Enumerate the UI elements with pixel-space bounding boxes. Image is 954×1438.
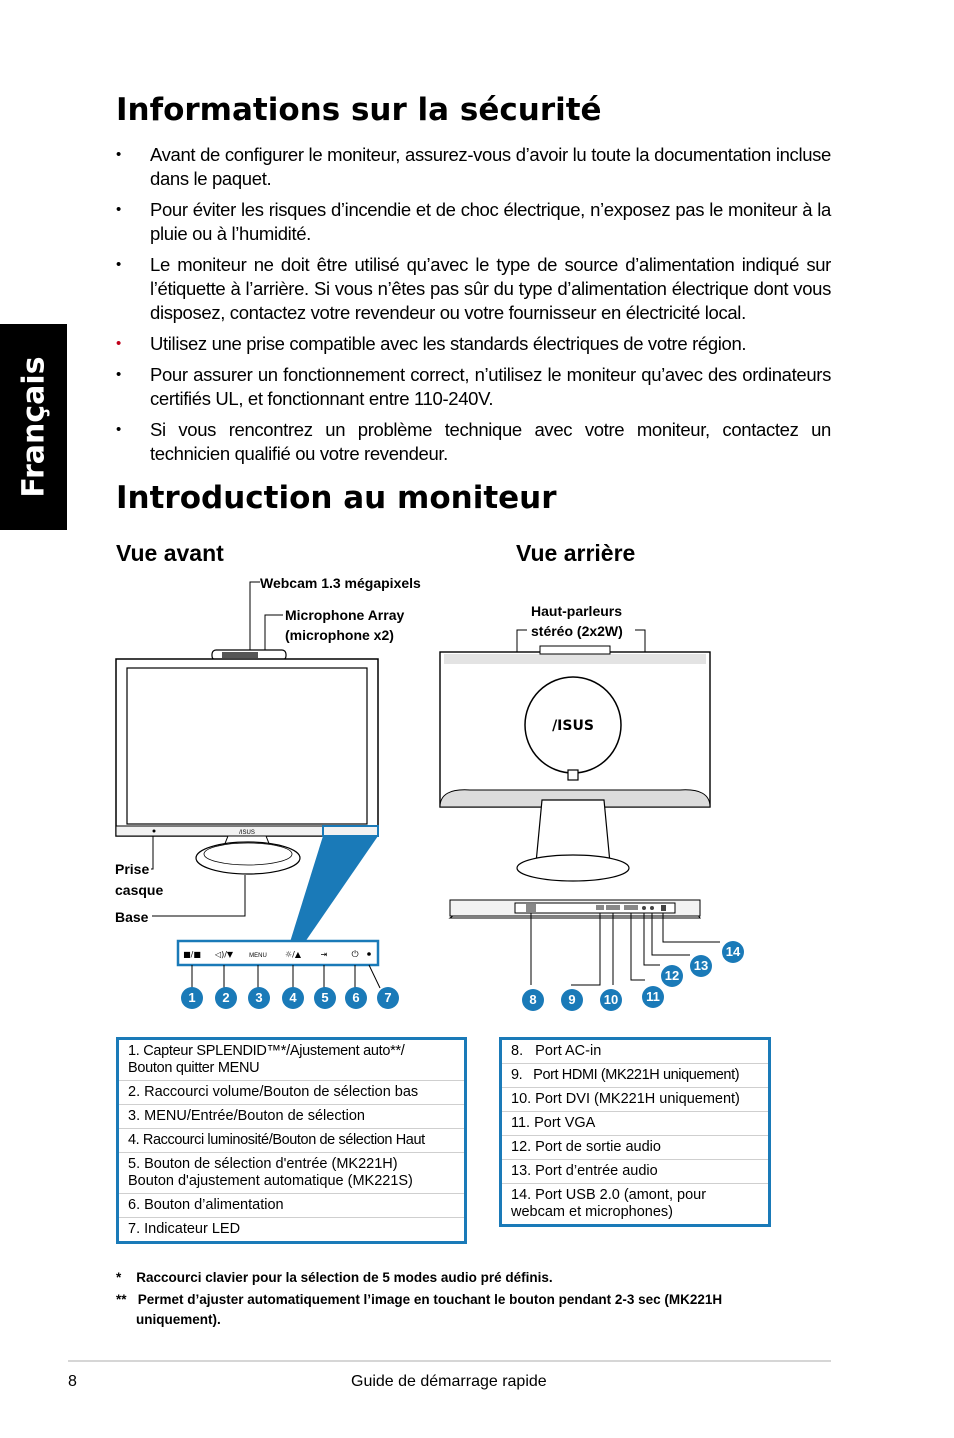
table-row: 8. Port AC-in xyxy=(502,1040,768,1064)
headset-label-2: casque xyxy=(115,882,164,898)
table-row: 10. Port DVI (MK221H uniquement) xyxy=(502,1088,768,1112)
front-number: 2 xyxy=(215,987,237,1009)
language-tab-label: Français xyxy=(16,356,51,498)
speakers-label-2: stéréo (2x2W) xyxy=(531,623,623,639)
table-row: 9. Port HDMI (MK221H uniquement) xyxy=(502,1064,768,1088)
rear-brand-logo: /ISUS xyxy=(552,718,594,734)
webcam-label: Webcam 1.3 mégapixels xyxy=(260,575,421,591)
input-icon: ⇥ xyxy=(320,950,328,959)
usb-port-icon xyxy=(661,905,666,911)
led-indicator-icon xyxy=(367,952,371,956)
footer-divider xyxy=(68,1360,831,1362)
safety-item: • Pour assurer un fonctionnement correct, n’utilisez le moniteur qu’avec des ordinateurs certifiés UL, et fonctionnant entre 110-240V. xyxy=(116,363,831,411)
rear-number: 8 xyxy=(522,989,544,1011)
ac-in-port-icon xyxy=(526,904,536,912)
front-controls-table xyxy=(116,1037,467,1244)
rear-monitor-illustration xyxy=(430,620,730,1000)
intro-title: Introduction au moniteur xyxy=(116,480,557,516)
footnote-1: * Raccourci clavier pour la sélection de 5 modes audio pré définis. xyxy=(116,1270,553,1285)
rear-number: 11 xyxy=(642,986,664,1008)
dvi-port-icon xyxy=(606,905,620,910)
front-number: 6 xyxy=(345,987,367,1009)
safety-item: • Le moniteur ne doit être utilisé qu’avec le type de source d’alimentation indiqué sur l’étiquette à l’arrière. Si vous n’êtes pas sûr du type d’alimentation électrique dont vous disposez, contactez votre revendeur ou votre fournisseur en électricité local. xyxy=(116,253,831,325)
headset-label: Prise xyxy=(115,861,150,877)
brightness-icon: ☼/▲ xyxy=(284,950,302,959)
front-number: 4 xyxy=(282,987,304,1009)
rear-number: 12 xyxy=(661,965,683,987)
table-row: 14. Port USB 2.0 (amont, pour webcam et microphones) xyxy=(511,1187,707,1220)
table-row: 12. Port de sortie audio xyxy=(502,1136,768,1160)
footnote-2: ** Permet d’ajuster automatiquement l’image en touchant le bouton pendant 2-3 sec (MK221H xyxy=(116,1292,723,1307)
speakers-label: Haut-parleurs xyxy=(531,603,623,619)
hdmi-port-icon xyxy=(596,905,604,910)
page-number: 8 xyxy=(68,1373,77,1390)
rear-ports-table xyxy=(499,1037,771,1227)
safety-item: • Si vous rencontrez un problème technique avec votre moniteur, contactez un technicien qualifié ou votre revendeur. xyxy=(116,418,831,466)
front-number: 7 xyxy=(377,987,399,1009)
front-brand-logo: /ISUS xyxy=(239,830,255,836)
front-number: 1 xyxy=(181,987,203,1009)
table-row: 7. Indicateur LED xyxy=(128,1221,241,1237)
front-view-heading: Vue avant xyxy=(116,540,224,566)
menu-key-label: MENU xyxy=(249,953,267,959)
rear-number: 13 xyxy=(690,955,712,977)
safety-list xyxy=(116,143,831,473)
table-row: 11. Port VGA xyxy=(502,1112,768,1136)
microphone-label: Microphone Array xyxy=(285,607,405,623)
audio-out-port-icon xyxy=(642,906,646,910)
table-row: 6. Bouton d’alimentation xyxy=(119,1194,464,1218)
table-row: 5. Bouton de sélection d'entrée (MK221H) Bouton d'ajustement automatique (MK221S) xyxy=(119,1153,464,1194)
microphone-count-label: (microphone x2) xyxy=(285,627,394,643)
table-row: 1. Capteur SPLENDID™*/Ajustement auto**/ Bouton quitter MENU xyxy=(119,1040,464,1081)
safety-item: • Utilisez une prise compatible avec les standards électriques de votre région. xyxy=(116,332,831,356)
table-row: 13. Port d’entrée audio xyxy=(502,1160,768,1184)
table-row: 3. MENU/Entrée/Bouton de sélection xyxy=(119,1105,464,1129)
rear-number: 9 xyxy=(561,989,583,1011)
audio-in-port-icon xyxy=(650,906,654,910)
splendid-icon: ■/■ xyxy=(183,950,201,959)
front-number: 3 xyxy=(248,987,270,1009)
safety-item: • Avant de configurer le moniteur, assurez-vous d’avoir lu toute la documentation incluse dans le paquet. xyxy=(116,143,831,191)
language-tab xyxy=(0,324,67,530)
rear-number: 10 xyxy=(600,989,622,1011)
base-label: Base xyxy=(115,909,149,925)
rear-number: 14 xyxy=(722,941,744,963)
rear-view-heading: Vue arrière xyxy=(516,540,636,566)
footnote-2-continued: uniquement). xyxy=(136,1312,221,1327)
safety-title: Informations sur la sécurité xyxy=(116,92,602,128)
table-row: 2. Raccourci volume/Bouton de sélection bas xyxy=(119,1081,464,1105)
power-icon: ⏻ xyxy=(351,950,359,960)
front-monitor-illustration xyxy=(100,570,440,990)
vga-port-icon xyxy=(624,905,638,910)
safety-item: • Pour éviter les risques d’incendie et de choc électrique, n’exposez pas le moniteur à la pluie ou à l’humidité. xyxy=(116,198,831,246)
volume-icon: ◁)/▼ xyxy=(214,950,234,959)
footer-guide-title: Guide de démarrage rapide xyxy=(351,1373,547,1390)
front-number: 5 xyxy=(314,987,336,1009)
table-row: 4. Raccourci luminosité/Bouton de sélection Haut xyxy=(119,1129,464,1153)
